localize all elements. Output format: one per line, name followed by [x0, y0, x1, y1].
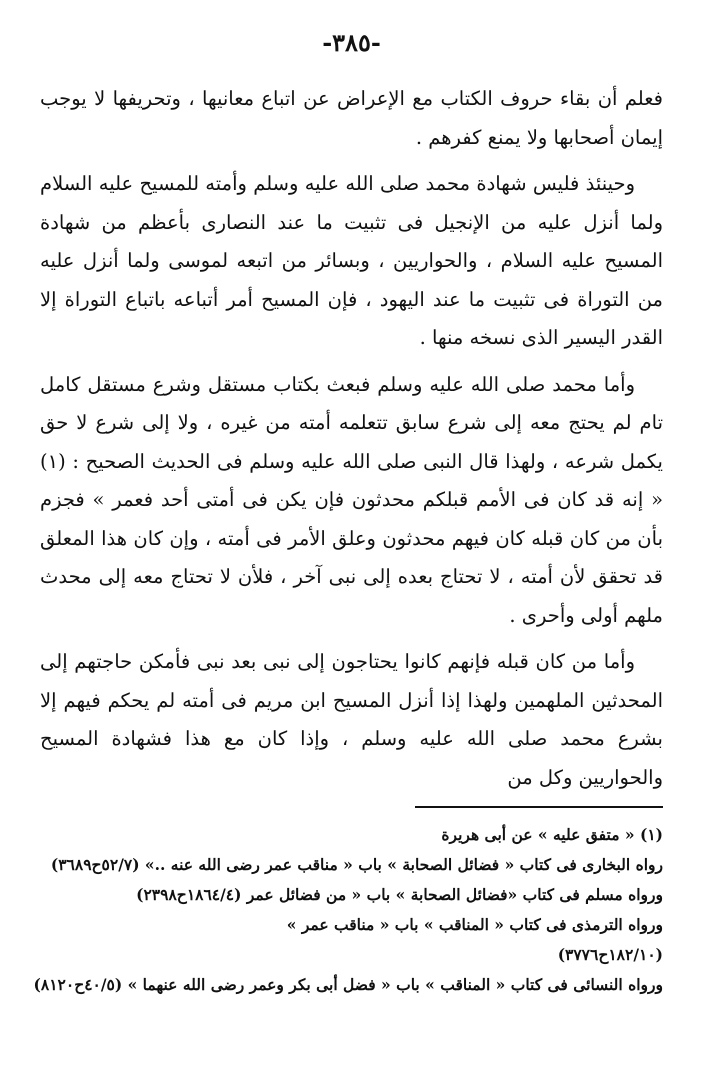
paragraph: وحينئذ فليس شهادة محمد صلى الله عليه وسلم وأمته للمسيح عليه السلام ولما أنزل عليه من الإنجيل فى تثبيت ما عند النصارى بأعظم من شهادة المسيح عليه السلام ، والحواريين ، وبسائر من اتبعه لموسى ولما أنزل عليه من التوراة فى تثبيت ما عند اليهود ، فإن المسيح أمر أتباعه باتباع التوراة إلا القدر اليسير الذى نسخه منها . [40, 172, 663, 349]
footnote-line: ورواه النسائى فى كتاب « المناقب » باب « فضل أبى بكر وعمر رضى الله عنهما » (٤٠/٥ح٨١٢٠) [33, 975, 663, 994]
paragraph: وأما من كان قبله فإنهم كانوا يحتاجون إلى نبى بعد نبى فأمكن حاجتهم إلى المحدثين الملهمين ولهذا إذا أنزل المسيح ابن مريم فى أمته لم يحكم فيهم إلا بشرع محمد صلى الله عليه وسلم ، وإذا كان مع هذا فشهادة المسيح والحواريين وكل من [40, 650, 663, 789]
footnote-line: (١) « متفق عليه » عن أبى هريرة [441, 825, 663, 844]
footnotes [33, 820, 663, 1000]
footnote-line: ورواه الترمذى فى كتاب « المناقب » باب « مناقب عمر » [286, 915, 663, 934]
page-number: -٣٨٥- [322, 28, 381, 57]
footnote-line: رواه البخارى فى كتاب « فضائل الصحابة » باب « مناقب عمر رضى الله عنه ..» (٥٢/٧ح٣٦٨٩) [50, 855, 663, 874]
footnote-separator [415, 806, 663, 808]
footnote-line: ورواه مسلم فى كتاب «فضائل الصحابة » باب « من فضائل عمر (١٨٦٤/٤ح٢٣٩٨) [136, 885, 663, 904]
paragraph: فعلم أن بقاء حروف الكتاب مع الإعراض عن اتباع معانيها ، وتحريفها لا يوجب إيمان أصحابها ولا يمنع كفرهم . [40, 87, 663, 149]
paragraph: وأما محمد صلى الله عليه وسلم فبعث بكتاب مستقل وشرع مستقل كامل تام لم يحتج معه إلى شرع سابق تتعلمه أمته من غيره ، ولا إلى شرع لا حق يكمل شرعه ، ولهذا قال النبى صلى الله عليه وسلم فى الحديث الصحيح : (١) « إنه قد كان فى الأمم قبلكم محدثون فإن يكن فى أمتى أحد فعمر » فجزم بأن من كان قبله كان فيهم محدثون وعلق الأمر فى أمته ، وإن كان هذا المعلق قد تحقق لأن أمته ، لا تحتاج بعده إلى نبى آخر ، فلأن لا تحتاج معه إلى محدث ملهم أولى وأحرى . [40, 372, 663, 627]
footnote-line: (١٨٢/١٠ح٣٧٧٦) [557, 945, 663, 964]
main-text [40, 80, 663, 805]
